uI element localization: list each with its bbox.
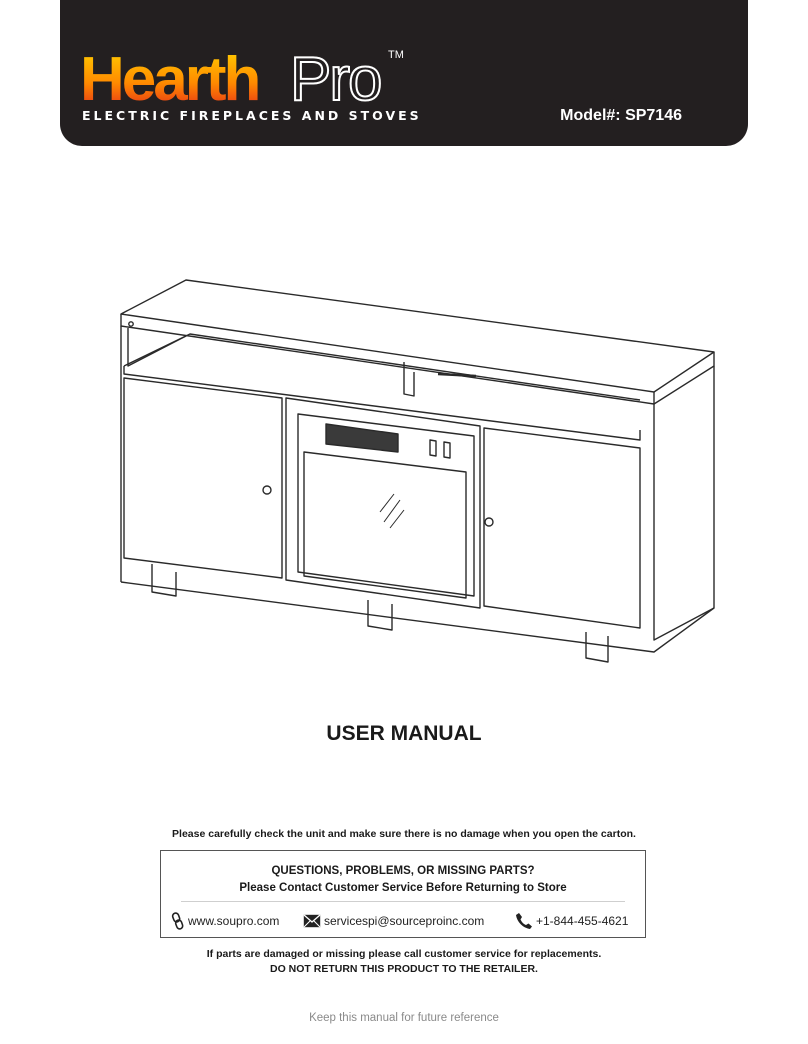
shelf-board [124, 366, 640, 440]
brand-logo-wordmark [78, 38, 418, 110]
contact-divider [181, 901, 625, 902]
cable-slot [438, 374, 476, 376]
damaged-parts-line2: DO NOT RETURN THIS PRODUCT TO THE RETAILER. [270, 963, 538, 975]
phone-number[interactable]: +1-844-455-4621 [536, 914, 629, 928]
phone-icon [515, 912, 533, 930]
header-banner [60, 0, 748, 146]
brand-tagline: ELECTRIC FIREPLACES AND STOVES [82, 108, 422, 123]
phone-contact[interactable] [515, 911, 628, 931]
model-number: Model#: SP7146 [560, 107, 682, 124]
console-base [121, 582, 714, 652]
glass-reflection [380, 494, 404, 528]
contact-heading-line2: Please Contact Customer Service Before Returning to Store [239, 882, 567, 894]
control-buttons [430, 440, 450, 458]
website-contact[interactable] [171, 911, 279, 931]
contact-heading [161, 863, 645, 897]
email-link[interactable]: servicespi@sourceproinc.com [324, 914, 485, 928]
damaged-parts-note [0, 947, 808, 977]
console-top-side [654, 352, 714, 404]
left-door [124, 378, 282, 578]
inspection-note: Please carefully check the unit and make sure there is no damage when you open the carton. [172, 828, 636, 840]
fireplace-frame [286, 398, 480, 608]
console-side-panel [654, 366, 714, 640]
right-door [484, 428, 640, 628]
leg-left [152, 564, 176, 596]
trademark-mark: TM [388, 49, 404, 61]
keep-manual-note: Keep this manual for future reference [309, 1012, 499, 1024]
contact-heading-line1: QUESTIONS, PROBLEMS, OR MISSING PARTS? [271, 865, 535, 877]
manual-title: USER MANUAL [326, 722, 482, 745]
link-icon [171, 912, 185, 930]
product-illustration [0, 260, 808, 670]
envelope-icon [303, 914, 321, 928]
website-link[interactable]: www.soupro.com [188, 914, 280, 928]
contact-box [160, 850, 646, 938]
brand-name-pro: Pro [290, 45, 381, 110]
brand-logo [78, 38, 422, 123]
email-contact[interactable] [303, 911, 484, 931]
right-door-knob [485, 518, 493, 526]
damaged-parts-line1: If parts are damaged or missing please call customer service for replacements. [206, 948, 602, 960]
console-top [121, 280, 714, 392]
hinge-pin [129, 322, 133, 326]
heater-vent [326, 424, 398, 452]
brand-name-hearth: Hearth [80, 45, 259, 110]
left-door-knob [263, 486, 271, 494]
leg-right [586, 632, 608, 662]
